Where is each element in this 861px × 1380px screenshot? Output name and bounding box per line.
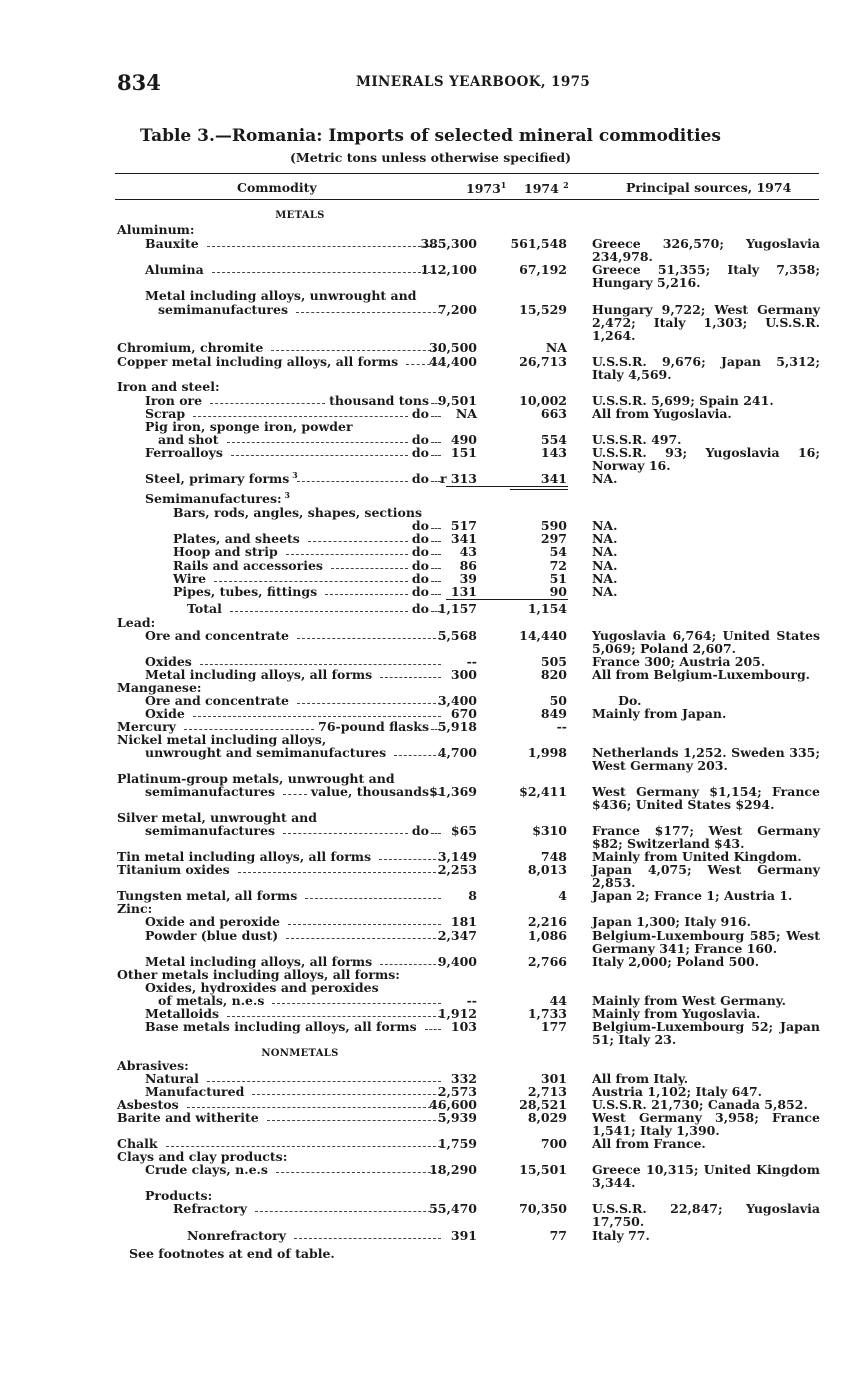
dot-leader — [230, 602, 408, 612]
value-1973: 670 — [450, 706, 477, 721]
principal-sources: NA. — [592, 544, 618, 559]
principal-sources: Greece 326,570; Yugoslavia 234,978. — [592, 236, 825, 264]
commodity-label: Products: — [145, 1188, 213, 1203]
commodity-label: Pipes, tubes, fittings — [173, 584, 318, 599]
commodity-label: Rails and accessories — [173, 558, 323, 573]
value-1973: 103 — [450, 1019, 477, 1034]
dot-leader — [283, 824, 408, 834]
principal-sources: U.S.S.R. 5,699; Spain 241. — [592, 393, 774, 408]
dot-leader — [231, 446, 408, 456]
value-1973: 1,912 — [437, 1006, 477, 1021]
principal-sources: Mainly from West Germany. — [592, 993, 786, 1008]
principal-sources: U.S.S.R. 9,676; Japan 5,312; Italy 4,569. — [592, 354, 825, 382]
value-1973: r 313 — [439, 471, 477, 486]
dot-leader — [227, 433, 408, 443]
dot-leader — [184, 720, 314, 730]
commodity-label: Oxides — [145, 654, 192, 669]
value-1973: 9,501 — [437, 393, 477, 408]
commodity-label: Lead: — [117, 615, 156, 630]
commodity-label: Chalk — [117, 1136, 158, 1151]
value-1974: 341 — [540, 471, 567, 486]
unit-label: thousand tons — [329, 393, 429, 408]
value-1973: 332 — [450, 1071, 477, 1086]
value-1973: 1,759 — [437, 1136, 477, 1151]
value-1974: 67,192 — [519, 262, 567, 277]
commodity-label: Bauxite — [145, 236, 199, 251]
value-1973: 30,500 — [429, 340, 477, 355]
commodity-label: Clays and clay products: — [117, 1149, 288, 1164]
commodity-label: Powder (blue dust) — [145, 928, 279, 943]
commodity-label: Abrasives: — [117, 1058, 189, 1073]
value-1973: 39 — [459, 571, 477, 586]
footnote-ref: 3 — [289, 469, 298, 480]
commodity-label: Semimanufactures: $^3$ — [145, 489, 290, 506]
commodity-label: Other metals including alloys, all forms: — [117, 967, 400, 982]
header-commodity: Commodity — [237, 180, 317, 195]
dot-leader — [214, 572, 408, 582]
principal-sources: West Germany $1,154; France $436; United States $294. — [592, 784, 825, 812]
value-1974: 28,521 — [519, 1097, 567, 1112]
principal-sources: U.S.S.R. 21,730; Canada 5,852. — [592, 1097, 808, 1112]
principal-sources: U.S.S.R. 497. — [592, 432, 682, 447]
header-1974-note: 2 — [563, 180, 569, 190]
principal-sources: Belgium-Luxembourg 585; West Germany 341; France 160. — [592, 928, 825, 956]
value-1973: 44,400 — [429, 354, 477, 369]
commodity-label: semimanufactures — [158, 302, 288, 317]
dot-leader — [193, 407, 408, 417]
principal-sources: Mainly from Japan. — [592, 706, 727, 721]
value-1973: 4,700 — [437, 745, 477, 760]
principal-sources: All from Yugoslavia. — [592, 406, 732, 421]
footnote: See footnotes at end of table. — [129, 1246, 335, 1261]
principal-sources: Italy 2,000; Poland 500. — [592, 954, 760, 969]
running-head: MINERALS YEARBOOK, 1975 — [356, 74, 591, 90]
value-1973: 86 — [459, 558, 477, 573]
value-1973: 18,290 — [429, 1162, 477, 1177]
value-1974: 4 — [558, 888, 567, 903]
unit-label: do — [411, 531, 429, 546]
principal-sources: Netherlands 1,252. Sweden 335; West Germany 203. — [592, 745, 825, 773]
value-1973: -- — [466, 654, 477, 669]
principal-sources: West Germany 3,958; France 1,541; Italy 1,390. — [592, 1110, 825, 1138]
principal-sources: Yugoslavia 6,764; United States 5,069; Poland 2,607. — [592, 628, 825, 656]
value-1973: 9,400 — [437, 954, 477, 969]
commodity-label: Refractory — [173, 1201, 247, 1216]
header-1974-label: 1974 — [524, 181, 559, 197]
commodity-label: Oxide and peroxide — [145, 914, 280, 929]
value-1973: 2,253 — [437, 862, 477, 877]
value-1974: 54 — [549, 544, 567, 559]
value-1973: 517 — [450, 518, 477, 533]
unit-label: do — [411, 601, 429, 616]
value-1974: NA — [545, 340, 567, 355]
value-1974: 8,029 — [527, 1110, 567, 1125]
value-1974: 1,733 — [527, 1006, 567, 1021]
table-title: Table 3.—Romania: Imports of selected mineral commodities — [140, 126, 721, 146]
value-1974: 748 — [540, 849, 567, 864]
value-1973: 181 — [450, 914, 477, 929]
commodity-label: Oxide — [145, 706, 185, 721]
value-1974: 505 — [540, 654, 567, 669]
commodity-label: Asbestos — [117, 1097, 179, 1112]
unit-label: value, thousands — [310, 784, 429, 799]
principal-sources: NA. — [592, 571, 618, 586]
value-1974: 561,548 — [510, 236, 567, 251]
value-1973: 131 — [450, 584, 477, 599]
dot-leader — [283, 785, 307, 795]
value-1973: $65 — [450, 823, 477, 838]
value-1974: 301 — [540, 1071, 567, 1086]
commodity-label: unwrought and semimanufactures — [145, 745, 387, 760]
commodity-label: Barite and witherite — [117, 1110, 259, 1125]
commodity-label: Titanium oxides — [117, 862, 230, 877]
commodity-label: semimanufactures — [145, 823, 275, 838]
unit-label: do — [411, 406, 429, 421]
value-1974: 14,440 — [519, 628, 567, 643]
value-1973: 46,600 — [429, 1097, 477, 1112]
principal-sources: NA. — [592, 471, 618, 486]
principal-sources: All from Belgium-Luxembourg. — [592, 667, 811, 682]
commodity-label: Nickel metal including alloys, — [117, 732, 327, 747]
principal-sources: Austria 1,102; Italy 647. — [592, 1084, 763, 1099]
commodity-label: semimanufactures — [145, 784, 275, 799]
value-1973: -- — [466, 993, 477, 1008]
dot-leader — [331, 559, 408, 569]
dot-leader — [193, 707, 441, 717]
dot-leader — [210, 394, 325, 404]
dot-leader — [286, 545, 408, 555]
value-1974: 297 — [540, 531, 567, 546]
value-1974: 849 — [540, 706, 567, 721]
header-1973-note: 1 — [500, 180, 507, 190]
commodity-label: Steel, primary forms $^3$ — [145, 469, 298, 486]
page-number: 834 — [117, 70, 161, 95]
subtotal-rule — [446, 486, 568, 487]
commodity-label: Base metals including alloys, all forms — [145, 1019, 417, 1034]
value-1973: $1,369 — [429, 784, 477, 799]
commodity-label: and shot — [158, 432, 219, 447]
subtotal-rule — [510, 489, 568, 490]
commodity-label: Metal including alloys, unwrought and — [145, 288, 417, 303]
principal-sources: Japan 1,300; Italy 916. — [592, 914, 751, 929]
principal-sources: Greece 51,355; Italy 7,358; Hungary 5,216. — [592, 262, 825, 290]
section-label: METALS — [275, 210, 325, 221]
value-1973: 341 — [450, 531, 477, 546]
value-1974: 590 — [540, 518, 567, 533]
value-1974: 10,002 — [519, 393, 567, 408]
value-1973: 151 — [450, 445, 477, 460]
value-1974: 1,998 — [527, 745, 567, 760]
value-1973: 5,918 — [437, 719, 477, 734]
commodity-label: Chromium, chromite — [117, 340, 264, 355]
unit-label: do — [411, 432, 429, 447]
value-1973: 8 — [468, 888, 477, 903]
commodity-label: Iron and steel: — [117, 379, 220, 394]
value-1973: 112,100 — [420, 262, 477, 277]
value-1974: $2,411 — [519, 784, 567, 799]
commodity-label: Plates, and sheets — [173, 531, 300, 546]
commodity-label: Hoop and strip — [173, 544, 278, 559]
principal-sources: Japan 4,075; West Germany 2,853. — [592, 862, 825, 890]
principal-sources: NA. — [592, 558, 618, 573]
value-1974: 15,529 — [519, 302, 567, 317]
value-1974: 8,013 — [527, 862, 567, 877]
principal-sources: NA. — [592, 531, 618, 546]
principal-sources: Greece 10,315; United Kingdom 3,344. — [592, 1162, 825, 1190]
commodity-label: Crude clays, n.e.s — [145, 1162, 268, 1177]
commodity-label: Natural — [145, 1071, 199, 1086]
value-1974: 663 — [540, 406, 567, 421]
value-1974: 50 — [549, 693, 567, 708]
commodity-label: Nonrefractory — [187, 1228, 287, 1243]
header-1973-label: 1973 — [466, 181, 501, 197]
commodity-label: Alumina — [145, 262, 204, 277]
dot-leader — [200, 655, 441, 665]
principal-sources: NA. — [592, 518, 618, 533]
principal-sources: NA. — [592, 584, 618, 599]
value-1973: NA — [455, 406, 477, 421]
commodity-label: Ore and concentrate — [145, 693, 289, 708]
dot-leader — [187, 1098, 441, 1108]
commodity-label: Silver metal, unwrought and — [117, 810, 318, 825]
subtotal-rule — [446, 599, 568, 600]
principal-sources: Mainly from United Kingdom. — [592, 849, 802, 864]
value-1973: 1,157 — [437, 601, 477, 616]
unit-label: 76-pound flasks — [318, 719, 429, 734]
commodity-label: Aluminum: — [117, 222, 195, 237]
value-1974: 77 — [549, 1228, 567, 1243]
header-sources: Principal sources, 1974 — [626, 180, 792, 195]
unit-label: do — [411, 471, 429, 486]
value-1974: 554 — [540, 432, 567, 447]
unit-label: do — [411, 823, 429, 838]
value-1974: 26,713 — [519, 354, 567, 369]
value-1974: 90 — [549, 584, 567, 599]
commodity-label: of metals, n.e.s — [158, 993, 265, 1008]
value-1974: $310 — [532, 823, 567, 838]
value-1973: 2,573 — [437, 1084, 477, 1099]
value-1973: 2,347 — [437, 928, 477, 943]
commodity-label: Iron ore — [145, 393, 203, 408]
value-1973: 7,200 — [437, 302, 477, 317]
principal-sources: All from France. — [592, 1136, 706, 1151]
section-label: NONMETALS — [261, 1048, 339, 1059]
commodity-label: Scrap — [145, 406, 186, 421]
commodity-label: Metal including alloys, all forms — [145, 954, 373, 969]
value-1974: 820 — [540, 667, 567, 682]
value-1974: 700 — [540, 1136, 567, 1151]
dot-leader — [308, 532, 408, 542]
value-1974: 1,086 — [527, 928, 567, 943]
principal-sources: Belgium-Luxembourg 52; Japan 51; Italy 23. — [592, 1019, 825, 1047]
value-1974: 2,766 — [527, 954, 567, 969]
commodity-label: Metal including alloys, all forms — [145, 667, 373, 682]
principal-sources: Italy 77. — [592, 1228, 650, 1243]
footnote-ref: 3 — [281, 489, 290, 500]
dot-leader — [207, 237, 441, 247]
principal-sources: U.S.S.R. 93; Yugoslavia 16; Norway 16. — [592, 445, 825, 473]
commodity-label: Manganese: — [117, 680, 202, 695]
principal-sources: Japan 2; France 1; Austria 1. — [592, 888, 793, 903]
principal-sources: Mainly from Yugoslavia. — [592, 1006, 761, 1021]
unit-label: do — [411, 518, 429, 533]
value-1973: 55,470 — [429, 1201, 477, 1216]
value-1973: 5,568 — [437, 628, 477, 643]
commodity-label: Mercury — [117, 719, 176, 734]
commodity-label: Ferroalloys — [145, 445, 223, 460]
value-1974: 143 — [540, 445, 567, 460]
commodity-label: Wire — [173, 571, 207, 586]
principal-sources: Do. — [592, 693, 642, 708]
commodity-label: Zinc: — [117, 901, 153, 916]
value-1974: 51 — [549, 571, 567, 586]
value-1974: 44 — [549, 993, 567, 1008]
dot-leader — [297, 472, 408, 482]
commodity-label: Tungsten metal, all forms — [117, 888, 298, 903]
commodity-label: Manufactured — [145, 1084, 245, 1099]
value-1973: 300 — [450, 667, 477, 682]
principal-sources: U.S.S.R. 22,847; Yugoslavia 17,750. — [592, 1201, 825, 1229]
value-1974: 15,501 — [519, 1162, 567, 1177]
value-1973: 3,149 — [437, 849, 477, 864]
value-1973: 385,300 — [420, 236, 477, 251]
unit-label: do — [411, 558, 429, 573]
unit-label: do — [411, 544, 429, 559]
principal-sources: All from Italy. — [592, 1071, 689, 1086]
principal-sources: France $177; West Germany $82; Switzerland $43. — [592, 823, 825, 851]
value-1973: 490 — [450, 432, 477, 447]
commodity-label: Metalloids — [145, 1006, 220, 1021]
commodity-label: Copper metal including alloys, all forms — [117, 354, 399, 369]
commodity-label: Bars, rods, angles, shapes, sections — [173, 505, 423, 520]
value-1974: 72 — [549, 558, 567, 573]
commodity-label: Oxides, hydroxides and peroxides — [145, 980, 379, 995]
unit-label: do — [411, 584, 429, 599]
commodity-label: Ore and concentrate — [145, 628, 289, 643]
unit-label: do — [411, 445, 429, 460]
commodity-label: Platinum-group metals, unwrought and — [117, 771, 395, 786]
principal-sources: Hungary 9,722; West Germany 2,472; Italy 1,303; U.S.S.R. 1,264. — [592, 302, 825, 343]
value-1973: 391 — [450, 1228, 477, 1243]
value-1974: 177 — [540, 1019, 567, 1034]
value-1974: 70,350 — [519, 1201, 567, 1216]
dot-leader — [325, 585, 408, 595]
value-1974: 2,713 — [527, 1084, 567, 1099]
value-1973: 43 — [459, 544, 477, 559]
table-subtitle: (Metric tons unless otherwise specified) — [289, 150, 572, 165]
value-1973: 5,939 — [437, 1110, 477, 1125]
commodity-label: Total — [187, 601, 222, 616]
dot-leader — [166, 1137, 441, 1147]
principal-sources: France 300; Austria 205. — [592, 654, 766, 669]
value-1973: 3,400 — [437, 693, 477, 708]
value-1974: 1,154 — [527, 601, 567, 616]
dot-leader — [207, 1072, 441, 1082]
commodity-label: Pig iron, sponge iron, powder — [145, 419, 353, 434]
value-1974: -- — [556, 719, 567, 734]
unit-label: do — [411, 571, 429, 586]
commodity-label: Tin metal including alloys, all forms — [117, 849, 372, 864]
value-1974: 2,216 — [527, 914, 567, 929]
